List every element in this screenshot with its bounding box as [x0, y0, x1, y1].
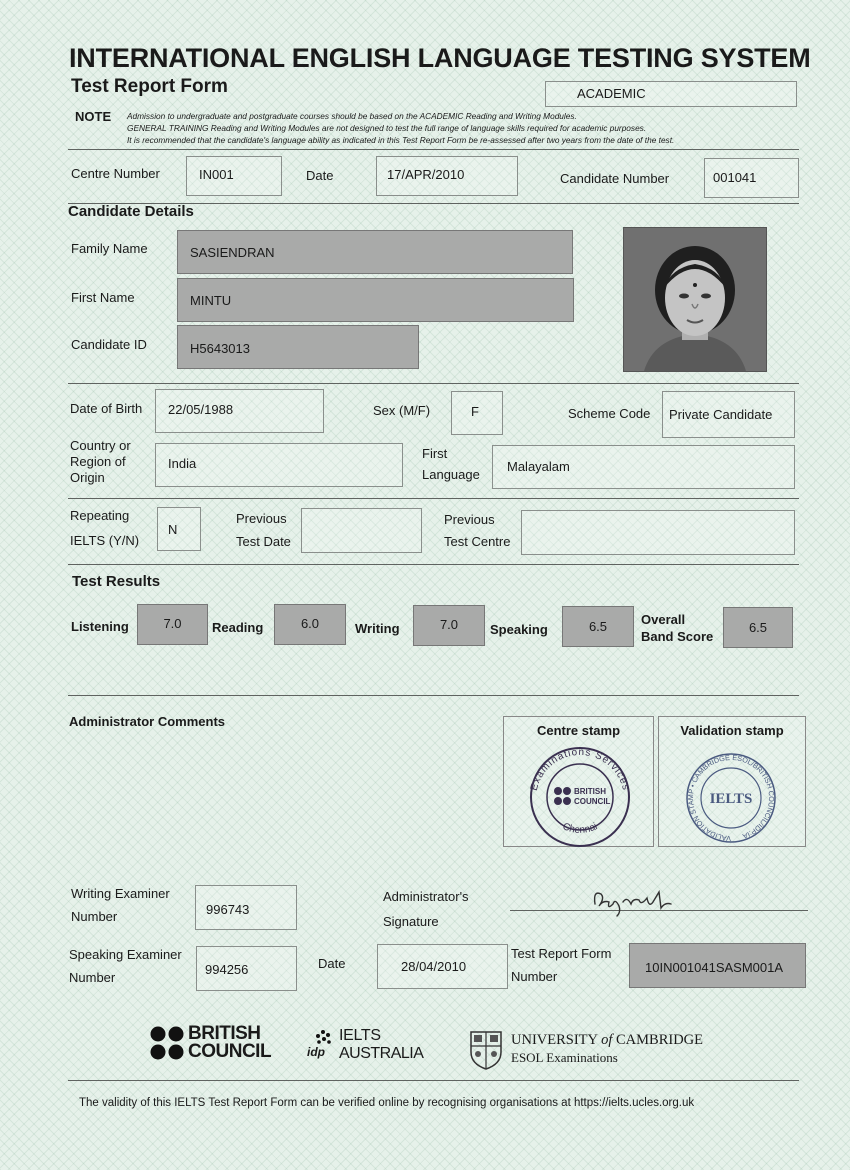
- date-value: 17/APR/2010: [387, 167, 465, 182]
- document-title: INTERNATIONAL ENGLISH LANGUAGE TESTING SYSTEM: [69, 43, 811, 73]
- overall-label-2: Band Score: [641, 629, 714, 644]
- writing-examiner-value: 996743: [206, 902, 250, 917]
- centre-stamp-label: Centre stamp: [536, 723, 621, 738]
- sex-label: Sex (M/F): [373, 403, 431, 418]
- listening-score: 7.0: [163, 616, 182, 631]
- svg-text:Examinations Services: [529, 747, 631, 792]
- centre-number-value: IN001: [199, 167, 234, 182]
- admin-signature-label-1: Administrator's: [383, 889, 469, 904]
- centre-stamp-org-2: COUNCIL: [574, 797, 611, 806]
- trf-number-label-2: Number: [511, 969, 558, 984]
- listening-box: [137, 604, 208, 645]
- validation-stamp-center: IELTS: [709, 791, 753, 807]
- reading-label: Reading: [212, 620, 264, 635]
- candidate-number-box: [704, 158, 799, 198]
- first-language-box: [492, 445, 795, 489]
- speaking-examiner-label-1: Speaking Examiner: [69, 947, 182, 962]
- writing-box: [413, 605, 485, 646]
- validation-stamp-ring: VALIDATION STAMP • CAMBRIDGE ESOL/BRITISH COUNCIL/IDP:IA: [686, 752, 777, 844]
- admin-date-label: Date: [318, 956, 346, 971]
- admin-date-box: [377, 944, 508, 989]
- first-name-value: MINTU: [190, 293, 232, 308]
- note-line-1: Admission to undergraduate and postgraduate courses should be based on the ACADEMIC Reading and Writing Modules.: [127, 111, 577, 121]
- trf-number-value: 10IN001041SASM001A: [645, 960, 784, 975]
- note-line-3: It is recommended that the candidate's language ability as indicated in this Test Report Form be re-assessed after two years from the date of the test.: [127, 135, 675, 145]
- first-language-label-2: Language: [422, 467, 480, 482]
- scheme-code-value: Private Candidate: [669, 407, 773, 422]
- date-box: [376, 156, 518, 196]
- divider: [68, 498, 799, 499]
- british-council-logo: [150, 1025, 280, 1065]
- footer-divider: [68, 1080, 799, 1081]
- ielts-australia-logo: [307, 1027, 437, 1065]
- candidate-id-label: Candidate ID: [71, 337, 147, 352]
- module-box: [545, 81, 797, 107]
- centre-number-box: [186, 156, 282, 196]
- writing-score: 7.0: [439, 617, 459, 632]
- listening-label: Listening: [71, 619, 129, 634]
- validation-stamp-box: [658, 716, 806, 847]
- british-council-text-1: BRITISH: [188, 1023, 261, 1044]
- centre-stamp-box: [503, 716, 654, 847]
- candidate-photo: [623, 227, 767, 372]
- admin-signature-label-2: Signature: [383, 914, 439, 929]
- reading-box: [274, 604, 346, 645]
- speaking-examiner-box: [196, 946, 297, 991]
- repeating-box: [157, 507, 201, 551]
- writing-examiner-label-1: Writing Examiner: [71, 886, 170, 901]
- dob-value: 22/05/1988: [168, 402, 234, 417]
- idp-text: idp: [307, 1045, 325, 1059]
- repeating-label-1: Repeating: [70, 508, 130, 523]
- speaking-box: [562, 606, 634, 647]
- dob-box: [155, 389, 324, 433]
- divider: [68, 695, 799, 696]
- document-subtitle: Test Report Form: [71, 76, 228, 97]
- prev-centre-box: [521, 510, 795, 555]
- svg-text:Chennai: [561, 821, 599, 836]
- country-label-2: Region of: [70, 454, 126, 469]
- family-name-label: Family Name: [71, 241, 148, 256]
- divider: [68, 383, 799, 384]
- candidate-id-box: [177, 325, 419, 369]
- module-value: ACADEMIC: [577, 86, 646, 101]
- candidate-photo-image: [624, 228, 766, 371]
- test-results-title: Test Results: [72, 573, 161, 590]
- writing-label: Writing: [355, 621, 400, 636]
- sex-value: F: [471, 404, 479, 419]
- ielts-text: IELTS: [339, 1027, 381, 1044]
- british-council-dots-icon: [150, 1025, 186, 1061]
- note-line-2: GENERAL TRAINING Reading and Writing Modules are not designed to test the full range of language skills required for academic purposes.: [127, 123, 647, 133]
- repeating-label-2: IELTS (Y/N): [70, 533, 140, 548]
- overall-score: 6.5: [748, 620, 768, 635]
- prev-date-label-1: Previous: [236, 511, 287, 526]
- divider: [68, 149, 799, 150]
- cambridge-university: UNIVERSITY: [511, 1032, 598, 1048]
- first-name-box: [177, 278, 574, 322]
- prev-date-label-2: Test Date: [236, 534, 291, 549]
- country-label-1: Country or: [70, 438, 131, 453]
- cambridge-text-2: ESOL Examinations: [511, 1050, 618, 1065]
- prev-centre-label-2: Test Centre: [444, 534, 511, 549]
- validation-stamp-label: Validation stamp: [680, 723, 784, 738]
- validation-stamp-seal: [659, 717, 807, 848]
- prev-centre-label-1: Previous: [444, 512, 495, 527]
- divider: [68, 564, 799, 565]
- centre-number-label: Centre Number: [71, 166, 160, 181]
- trf-number-label-1: Test Report Form: [511, 946, 612, 961]
- reading-score: 6.0: [300, 616, 320, 631]
- country-value: India: [168, 456, 197, 471]
- sex-box: [451, 391, 503, 435]
- cambridge-esol-logo: [469, 1030, 729, 1070]
- centre-stamp-seal: [504, 717, 655, 848]
- scheme-code-box: [662, 391, 795, 438]
- british-council-dots-icon: [554, 787, 571, 805]
- speaking-examiner-label-2: Number: [69, 970, 116, 985]
- date-label: Date: [306, 168, 334, 183]
- first-name-label: First Name: [71, 290, 135, 305]
- speaking-examiner-value: 994256: [205, 962, 249, 977]
- cambridge-of: of: [601, 1032, 613, 1048]
- centre-stamp-ring-bottom: Chennai: [560, 821, 600, 836]
- country-label-3: Origin: [70, 470, 105, 485]
- centre-stamp-org-1: BRITISH: [574, 787, 606, 796]
- first-language-label-1: First: [422, 446, 448, 461]
- australia-text: AUSTRALIA: [339, 1045, 424, 1062]
- cambridge-shield-icon: [469, 1030, 503, 1070]
- family-name-value: SASIENDRAN: [190, 245, 275, 260]
- validity-text: The validity of this IELTS Test Report Form can be verified online by recognising organisations at https://ielts.ucles.org.uk: [79, 1097, 695, 1109]
- repeating-value: N: [168, 522, 178, 537]
- overall-box: [723, 607, 793, 648]
- family-name-box: [177, 230, 573, 274]
- dob-label: Date of Birth: [70, 401, 143, 416]
- trf-number-box: [629, 943, 806, 988]
- writing-examiner-label-2: Number: [71, 909, 118, 924]
- british-council-text-2: COUNCIL: [188, 1041, 272, 1062]
- candidate-number-label: Candidate Number: [560, 171, 670, 186]
- cambridge-text-1: [511, 1032, 703, 1049]
- writing-examiner-box: [195, 885, 297, 930]
- admin-comments-label: Administrator Comments: [69, 714, 226, 729]
- note-label: NOTE: [75, 109, 112, 124]
- candidate-number-value: 001041: [713, 170, 757, 185]
- cambridge-name: CAMBRIDGE: [616, 1032, 704, 1048]
- administrator-signature: [587, 884, 677, 918]
- centre-stamp-ring-top: Examinations Services: [528, 746, 632, 792]
- speaking-score: 6.5: [588, 619, 608, 634]
- first-language-value: Malayalam: [507, 459, 570, 474]
- scheme-code-label: Scheme Code: [568, 406, 651, 421]
- speaking-label: Speaking: [490, 622, 548, 637]
- country-box: [155, 443, 403, 487]
- overall-label-1: Overall: [641, 612, 686, 627]
- admin-date-value: 28/04/2010: [401, 959, 467, 974]
- candidate-id-value: H5643013: [190, 341, 250, 356]
- candidate-details-title: Candidate Details: [68, 203, 194, 220]
- prev-date-box: [301, 508, 422, 553]
